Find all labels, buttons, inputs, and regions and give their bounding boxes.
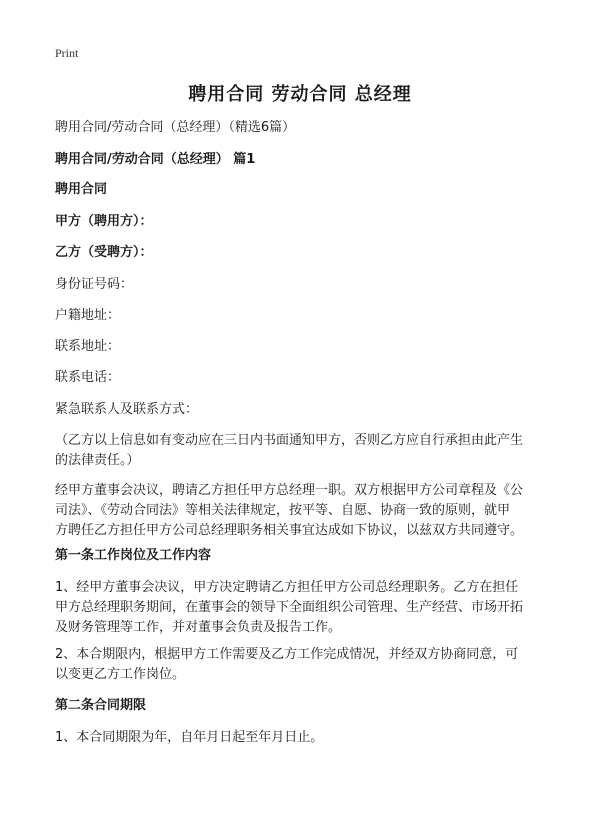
party-b-label: 乙方（受聘方）： bbox=[55, 245, 153, 260]
emergency-contact-label: 紧急联系人及联系方式： bbox=[55, 402, 199, 417]
article1-item2 bbox=[55, 645, 555, 685]
document-subtitle: 聘用合同/劳动合同（总经理）（精选6篇） bbox=[55, 120, 296, 135]
article1-item1-line: 及财务管理等工作，并对董事会负责及报告工作。 bbox=[55, 620, 342, 635]
article1-item1-line: 1、经甲方董事会决议，甲方决定聘请乙方担任甲方公司总经理职务。乙方在担任 bbox=[55, 580, 519, 595]
article2-heading: 第二条合同期限 bbox=[55, 698, 147, 713]
contact-address-label: 联系地址： bbox=[55, 339, 121, 354]
party-a-label: 甲方（聘用方）： bbox=[55, 214, 153, 229]
article2-item1: 1、本合同期限为年，自年月日起至年月日止。 bbox=[55, 730, 324, 745]
notice-line: （乙方以上信息如有变动应在三日内书面通知甲方，否则乙方应自行承担由此产生 bbox=[55, 433, 524, 448]
notice-line: 的法律责任。） bbox=[55, 453, 140, 468]
intro-paragraph bbox=[55, 481, 555, 541]
article1-item2-line: 2、本合期限内，根据甲方工作需要及乙方工作完成情况，并经双方协商同意，可 bbox=[55, 647, 519, 662]
contract-heading: 聘用合同 bbox=[55, 182, 108, 197]
document-title: 聘用合同 劳动合同 总经理 bbox=[188, 84, 412, 105]
intro-line: 经甲方董事会决议，聘请乙方担任甲方总经理一职。双方根据甲方公司章程及《公 bbox=[55, 483, 524, 498]
article1-item1-line: 甲方总经理职务期间，在董事会的领导下全面组织公司管理、生产经营、市场开拓 bbox=[55, 600, 524, 615]
id-number-label: 身份证号码： bbox=[55, 277, 134, 292]
notice-paragraph bbox=[55, 431, 555, 471]
article1-item2-line: 以变更乙方工作岗位。 bbox=[55, 667, 186, 682]
intro-line: 方聘任乙方担任甲方公司总经理职务相关事宜达成如下协议，以兹双方共同遵守。 bbox=[55, 523, 524, 538]
intro-line: 司法》、《劳动合同法》等相关法律规定，按平等、自愿、协商一致的原则，就甲 bbox=[55, 503, 511, 518]
print-label[interactable]: Print bbox=[55, 46, 79, 60]
section-title: 聘用合同/劳动合同（总经理） 篇1 bbox=[55, 152, 256, 167]
contact-phone-label: 联系电话： bbox=[55, 370, 121, 385]
article1-item1 bbox=[55, 578, 555, 638]
household-address-label: 户籍地址： bbox=[55, 308, 121, 323]
article1-heading: 第一条工作岗位及工作内容 bbox=[55, 548, 212, 563]
